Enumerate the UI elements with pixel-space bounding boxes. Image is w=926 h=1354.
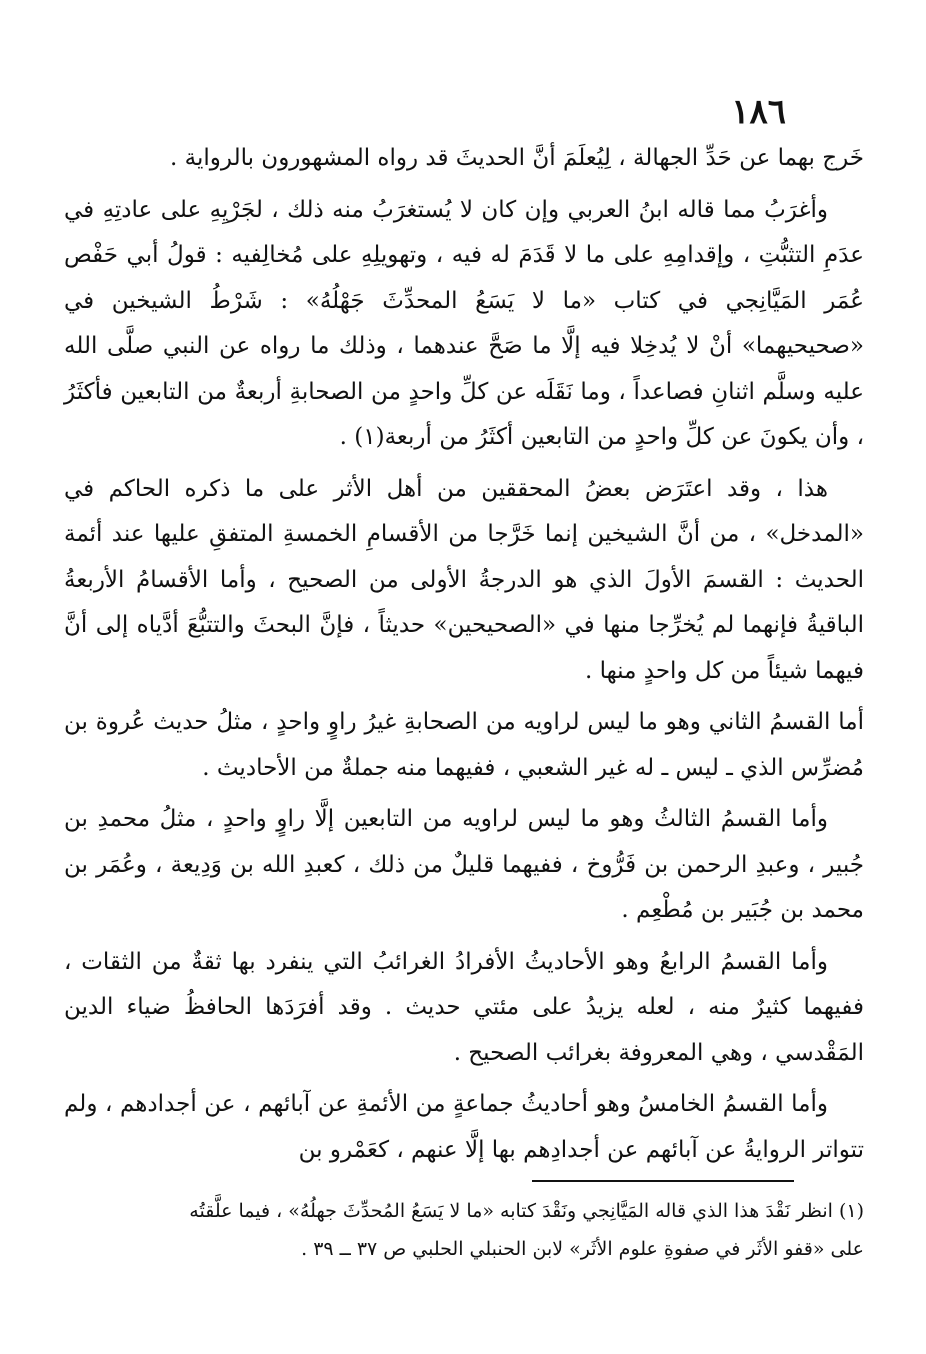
paragraph: أما القسمُ الثاني وهو ما ليس لراويه من الصحابةِ غيرُ راوٍ واحدٍ ، مثلُ حديث عُروة بن مُضرِّس الذي ـ ليس ـ له غير الشعبي ، ففيهما منه جملةٌ من الأحاديث .	[64, 709, 864, 781]
page-number: ١٨٦	[731, 92, 786, 132]
footnote	[64, 1192, 864, 1268]
footnote-line: على «قفو الأثَر في صفوةِ علوم الأثَر» لابن الحنبلي الحلبي ص ٣٧ ــ ٣٩ .	[301, 1238, 864, 1260]
paragraph: هذا ، وقد اعتَرَض بعضُ المحققين من أهل الأثر على ما ذكره الحاكم في «المدخل» ، من أنَّ الشيخين إنما خَرَّجا من الأقسامِ الخمسةِ المتفقِ عليها عند أئمة الحديث : القسمَ الأولَ الذي هو الدرجةُ الأولى من الصحيح ، وأما الأقسامُ الأربعةُ الباقيةُ فإنهما لم يُخرِّجا منها في «الصحيحين» حديثاً ، فإنَّ البحثَ والتتبُّعَ أدَّياه إلى أنَّ فيهما شيئاً من كل واحدٍ منها .	[64, 475, 864, 684]
paragraph: وأما القسمُ الخامسُ وهو أحاديثُ جماعةٍ من الأئمةِ عن آبائهم ، عن أجدادهم ، ولم تتواتر الروايةُ عن آبائهم عن أجدادِهم بها إلَّا عنهم ، كعَمْرو بن	[64, 1091, 864, 1163]
main-text	[64, 136, 864, 1179]
paragraph: وأغرَبُ مما قاله ابنُ العربي وإن كان لا يُستغرَبُ منه ذلك ، لجَرْيِهِ على عادتِهِ في عدَمِ التثبُّتِ ، وإقدامِهِ على ما لا قَدَمَ له فيه ، وتهويلِهِ على مُخالِفيه : قولُ أبي حَفْص عُمَر المَيَّانِجي في كتاب «ما لا يَسَعُ المحدِّثَ جَهْلُهُ» : شَرْطُ الشيخين في «صحيحيهما» أنْ لا يُدخِلا فيه إلَّا ما صَحَّ عندهما ، وذلك ما رواه عن النبي صلَّى الله عليه وسلَّم اثنانِ فصاعداً ، وما نَقَلَه عن كلِّ واحدٍ من الصحابةِ أربعةٌ من التابعين فأكثَرُ ، وأن يكونَ عن كلِّ واحدٍ من التابعين أكثَرُ من أربعة(١) .	[64, 196, 864, 450]
paragraph: وأما القسمُ الثالثُ وهو ما ليس لراويه من التابعين إلَّا راوٍ واحدٍ ، مثلُ محمدِ بن جُبير ، وعبدِ الرحمن بن فَرُّوخ ، ففيهما قليلٌ من ذلك ، كعبدِ الله بن وَدِيعة ، وعُمَر بن محمد بن جُبَير بن مُطْعِم .	[64, 806, 864, 923]
paragraph: خَرج بهما عن حَدِّ الجهالة ، لِيُعلَمَ أنَّ الحديثَ قد رواه المشهورون بالرواية .	[170, 145, 864, 171]
paragraph: وأما القسمُ الرابعُ وهو الأحاديثُ الأفرادُ الغرائبُ التي ينفرد بها ثقةٌ من الثقات ، ففيهما كثيرٌ منه ، لعله يزيدُ على مئتي حديث . وقد أفرَدَها الحافظُ ضياء الدين المَقْدسي ، وهي المعروفة بغرائب الصحيح .	[64, 948, 864, 1066]
footnote-line: (١) انظر نَقْدَ هذا الذي قاله المَيَّانِجي ونَقْدَ كتابه «ما لا يَسَعُ المُحدِّثَ جهلُهُ» ، فيما علَّقتُه	[189, 1200, 864, 1222]
footnote-divider	[532, 1180, 794, 1182]
